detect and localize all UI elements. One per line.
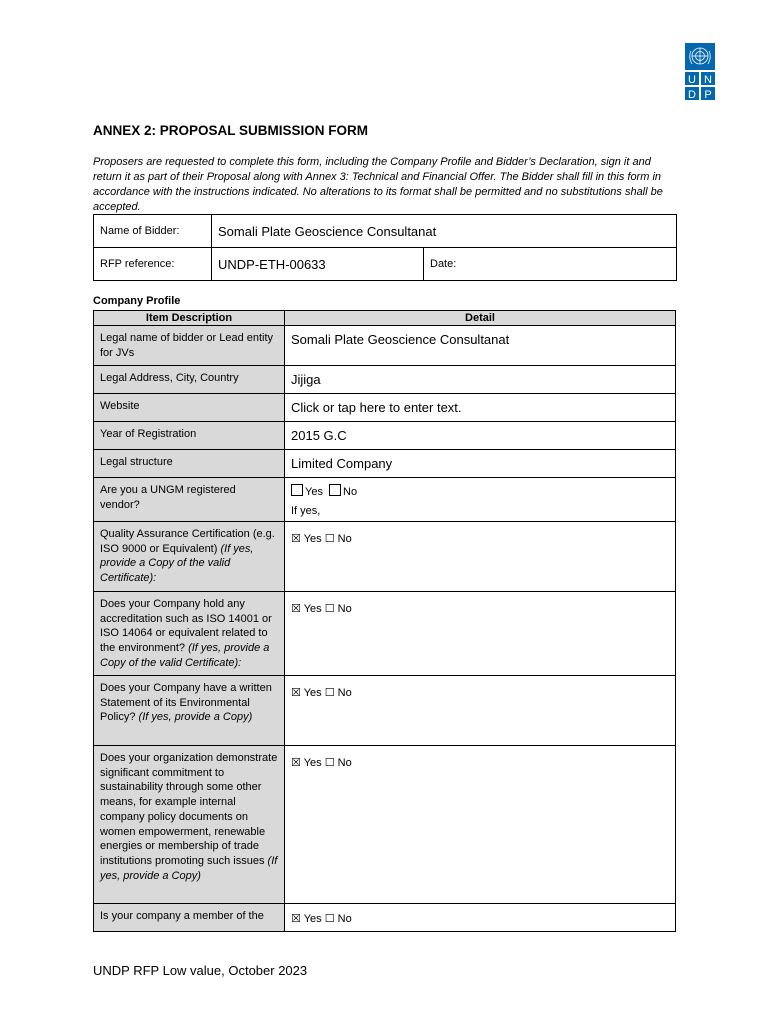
row-description-note: (If yes, provide a Copy) bbox=[138, 711, 253, 724]
ungm-no-checkbox[interactable] bbox=[329, 484, 341, 496]
legal-address-field[interactable]: Jijiga bbox=[285, 366, 676, 394]
table-row bbox=[94, 746, 676, 904]
table-row bbox=[94, 478, 676, 522]
logo-letter: P bbox=[704, 89, 712, 100]
quality-assurance-yes-no[interactable]: ☒ Yes ☐ No bbox=[285, 522, 676, 592]
environmental-policy-yes-no[interactable]: ☒ Yes ☐ No bbox=[285, 676, 676, 746]
table-row bbox=[94, 366, 676, 394]
intro-paragraph: Proposers are requested to complete this form, including the Company Profile and Bidder’s Declaration, sign it and return it as part of their Proposal along with Annex 3: Technical and Financial Offer. The Bidder shall fill in this form in accordance with the instructions indicated. No alterations to its format shall be permitted and no substitutions shall be accepted. bbox=[93, 156, 663, 213]
name-of-bidder-field[interactable]: Somali Plate Geoscience Consultanat bbox=[212, 215, 677, 248]
row-description: Legal Address, City, Country bbox=[94, 366, 285, 394]
table-row bbox=[94, 676, 676, 746]
iso-accreditation-yes-no[interactable]: ☒ Yes ☐ No bbox=[285, 592, 676, 676]
page-title: ANNEX 2: PROPOSAL SUBMISSION FORM bbox=[93, 123, 369, 138]
row-description: Legal structure bbox=[94, 450, 285, 478]
year-of-registration-field[interactable]: 2015 G.C bbox=[285, 422, 676, 450]
logo-letter: D bbox=[688, 89, 696, 100]
website-field[interactable]: Click or tap here to enter text. bbox=[285, 394, 676, 422]
detail-header: Detail bbox=[285, 311, 676, 326]
company-profile-table bbox=[93, 310, 676, 932]
row-description: Is your company a member of the bbox=[94, 904, 285, 932]
table-row bbox=[94, 904, 676, 932]
row-description: Does your organization demonstrate significant commitment to sustainability through some other means, for example internal company policy documents on women empowerment, renewable energies or membership of trade institutions promoting such issues bbox=[100, 752, 278, 867]
row-description: Does your Company hold any accreditation such as ISO 14001 or ISO 14064 or equivalent related to the environment? bbox=[100, 598, 272, 655]
logo-letter: N bbox=[704, 74, 712, 86]
company-profile-heading: Company Profile bbox=[93, 295, 181, 307]
date-field[interactable]: Date: bbox=[424, 248, 677, 281]
if-yes-note: If yes, bbox=[291, 505, 321, 517]
row-description: Website bbox=[94, 394, 285, 422]
row-description: Does your Company have a written Statement of its Environmental Policy? bbox=[100, 682, 272, 724]
table-row bbox=[94, 450, 676, 478]
logo-letter: U bbox=[688, 74, 696, 86]
legal-structure-field[interactable]: Limited Company bbox=[285, 450, 676, 478]
page-footer: UNDP RFP Low value, October 2023 bbox=[93, 963, 308, 978]
row-description: Legal name of bidder or Lead entity for JVs bbox=[94, 326, 285, 366]
table-row bbox=[94, 394, 676, 422]
ungm-yes-checkbox[interactable] bbox=[291, 484, 303, 496]
table-row bbox=[94, 326, 676, 366]
bidder-info-table bbox=[93, 214, 677, 281]
row-description-note: (If yes, provide a Copy of the valid Certificate): bbox=[100, 542, 254, 585]
rfp-reference-label: RFP reference: bbox=[94, 248, 212, 281]
legal-name-field[interactable]: Somali Plate Geoscience Consultanat bbox=[285, 326, 676, 366]
row-description-note: (If yes, provide a Copy) bbox=[100, 854, 278, 882]
row-description: Year of Registration bbox=[94, 422, 285, 450]
ungm-no-label: No bbox=[343, 486, 358, 498]
row-description: Are you a UNGM registered vendor? bbox=[94, 478, 285, 522]
table-row bbox=[94, 522, 676, 592]
name-of-bidder-label: Name of Bidder: bbox=[94, 215, 212, 248]
row-description-note: (If yes, provide a Copy of the valid Certificate): bbox=[100, 642, 270, 669]
row-description: Quality Assurance Certification (e.g. ISO 9000 or Equivalent) bbox=[100, 528, 275, 555]
item-description-header: Item Description bbox=[94, 311, 285, 326]
table-row bbox=[94, 592, 676, 676]
member-yes-no[interactable]: ☒ Yes ☐ No bbox=[285, 904, 676, 932]
table-row bbox=[94, 422, 676, 450]
rfp-reference-field[interactable]: UNDP-ETH-00633 bbox=[212, 248, 424, 281]
sustainability-commitment-yes-no[interactable]: ☒ Yes ☐ No bbox=[285, 746, 676, 904]
ungm-yes-label: Yes bbox=[305, 486, 323, 498]
undp-logo bbox=[685, 43, 715, 100]
